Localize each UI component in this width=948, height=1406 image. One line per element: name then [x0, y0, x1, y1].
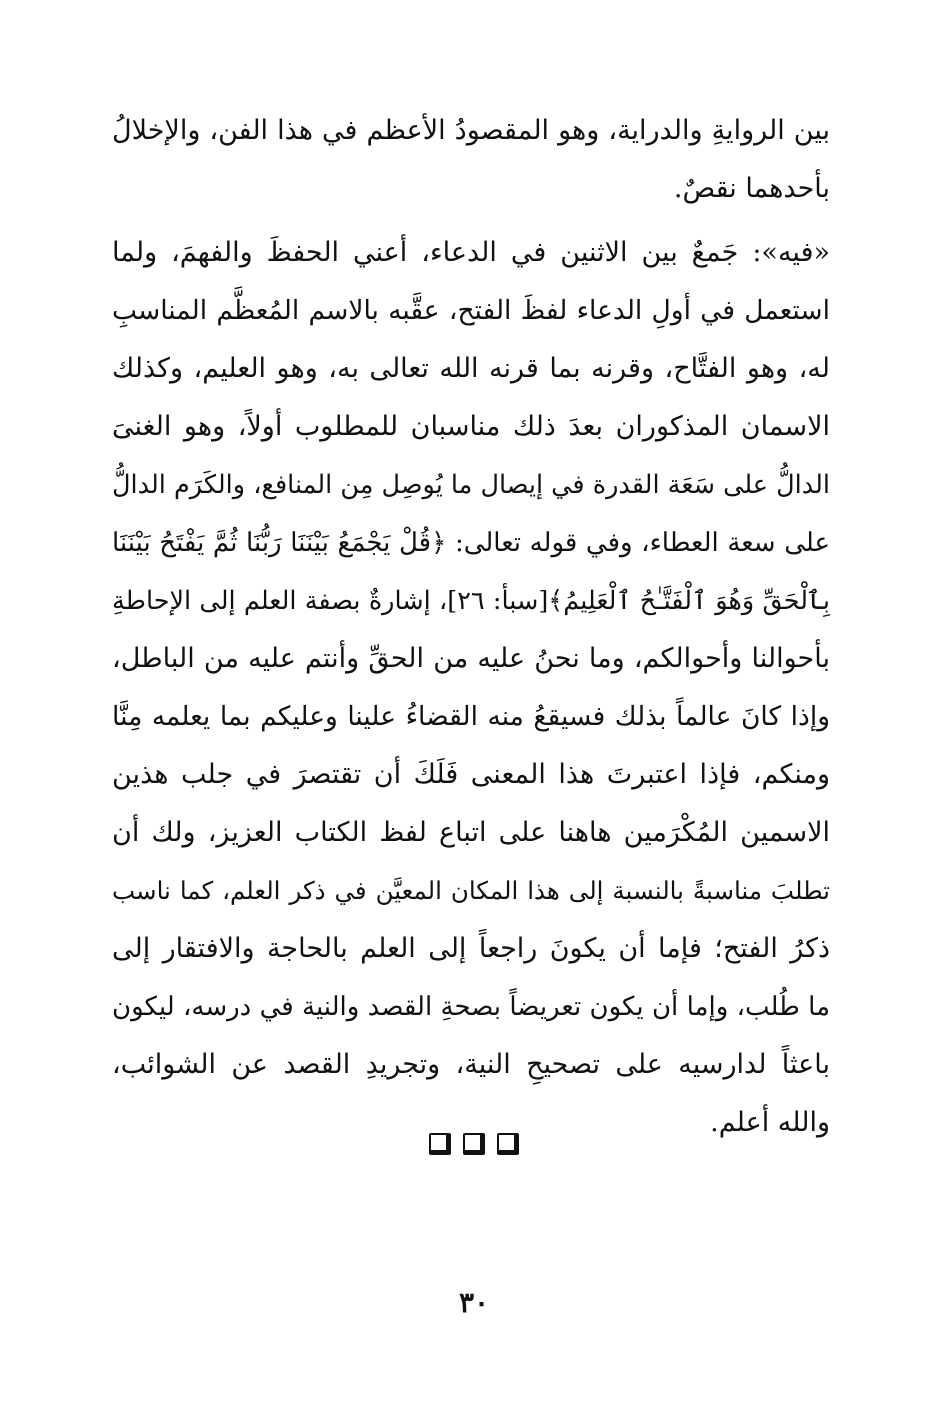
paragraph [112, 224, 830, 1152]
text-line: الدالُّ على سَعَة القدرة في إيصال ما يُوصِل مِن المنافع، والكَرَم الدالُّ [112, 470, 830, 500]
square-ornament-icon [497, 1133, 519, 1155]
text-line: باعثاً لدارسيه على تصحيحِ النية، وتجريدِ القصد عن الشوائب، [112, 1049, 830, 1080]
square-ornament-icon [463, 1133, 485, 1155]
text-line: بأحدهما نقصٌ. [673, 173, 830, 204]
text-line: «فيه»: جَمعٌ بين الاثنين في الدعاء، أعني الحفظَ والفهمَ، ولما [112, 237, 830, 268]
text-line: ذكرُ الفتح؛ فإما أن يكونَ راجعاً إلى العلم بالحاجة والافتقار إلى [112, 933, 830, 964]
text-line: له، وهو الفتَّاح، وقرنه بما قرنه الله تعالى به، وهو العليم، وكذلك [112, 353, 830, 384]
text-line: بأحوالنا وأحوالكم، وما نحنُ عليه من الحقِّ وأنتم عليه من الباطل، [112, 643, 830, 674]
text-line: والله أعلم. [710, 1107, 830, 1138]
text-line: على سعة العطاء، وفي قوله تعالى: ﴿قُلْ يَجْمَعُ بَيْنَنَا رَبُّنَا ثُمَّ يَفْتَحُ بَيْنَنَا [112, 528, 830, 558]
text-line: الاسمين المُكْرَمين هاهنا على اتباع لفظ الكتاب العزيز، ولك أن [112, 817, 830, 848]
text-line: تطلبَ مناسبةً بالنسبة إلى هذا المكان المعيَّن في ذكر العلم، كما ناسب [112, 876, 830, 905]
text-line: ما طُلب، وإما أن يكون تعريضاً بصحةِ القصد والنية في درسه، ليكون [112, 992, 830, 1022]
body-text [112, 102, 830, 1152]
text-line: بين الروايةِ والدراية، وهو المقصودُ الأعظم في هذا الفن، والإخلالُ [112, 115, 830, 146]
text-line: بِٱلْحَقِّ وَهُوَ ٱلْفَتَّـٰحُ ٱلْعَلِيمُ﴾[سبأ: ٢٦]، إشارةٌ بصفة العلم إلى الإحاطةِ [112, 586, 830, 616]
text-line: استعمل في أولِ الدعاء لفظَ الفتح، عقَّبه بالاسم المُعظَّم المناسبِ [112, 295, 830, 326]
paragraph [112, 102, 830, 218]
page-number: ٣٠ [458, 1286, 490, 1319]
section-separator [0, 1133, 948, 1155]
text-line: الاسمان المذكوران بعدَ ذلك مناسبان للمطلوب أولاً، وهو الغنىَ [112, 411, 830, 442]
text-line: وإذا كانَ عالماً بذلك فسيقعُ منه القضاءُ علينا وعليكم بما يعلمه مِنَّا [112, 701, 830, 732]
square-ornament-icon [429, 1133, 451, 1155]
text-line: ومنكم، فإذا اعتبرتَ هذا المعنى فَلَكَ أن تقتصرَ في جلب هذين [112, 759, 830, 790]
